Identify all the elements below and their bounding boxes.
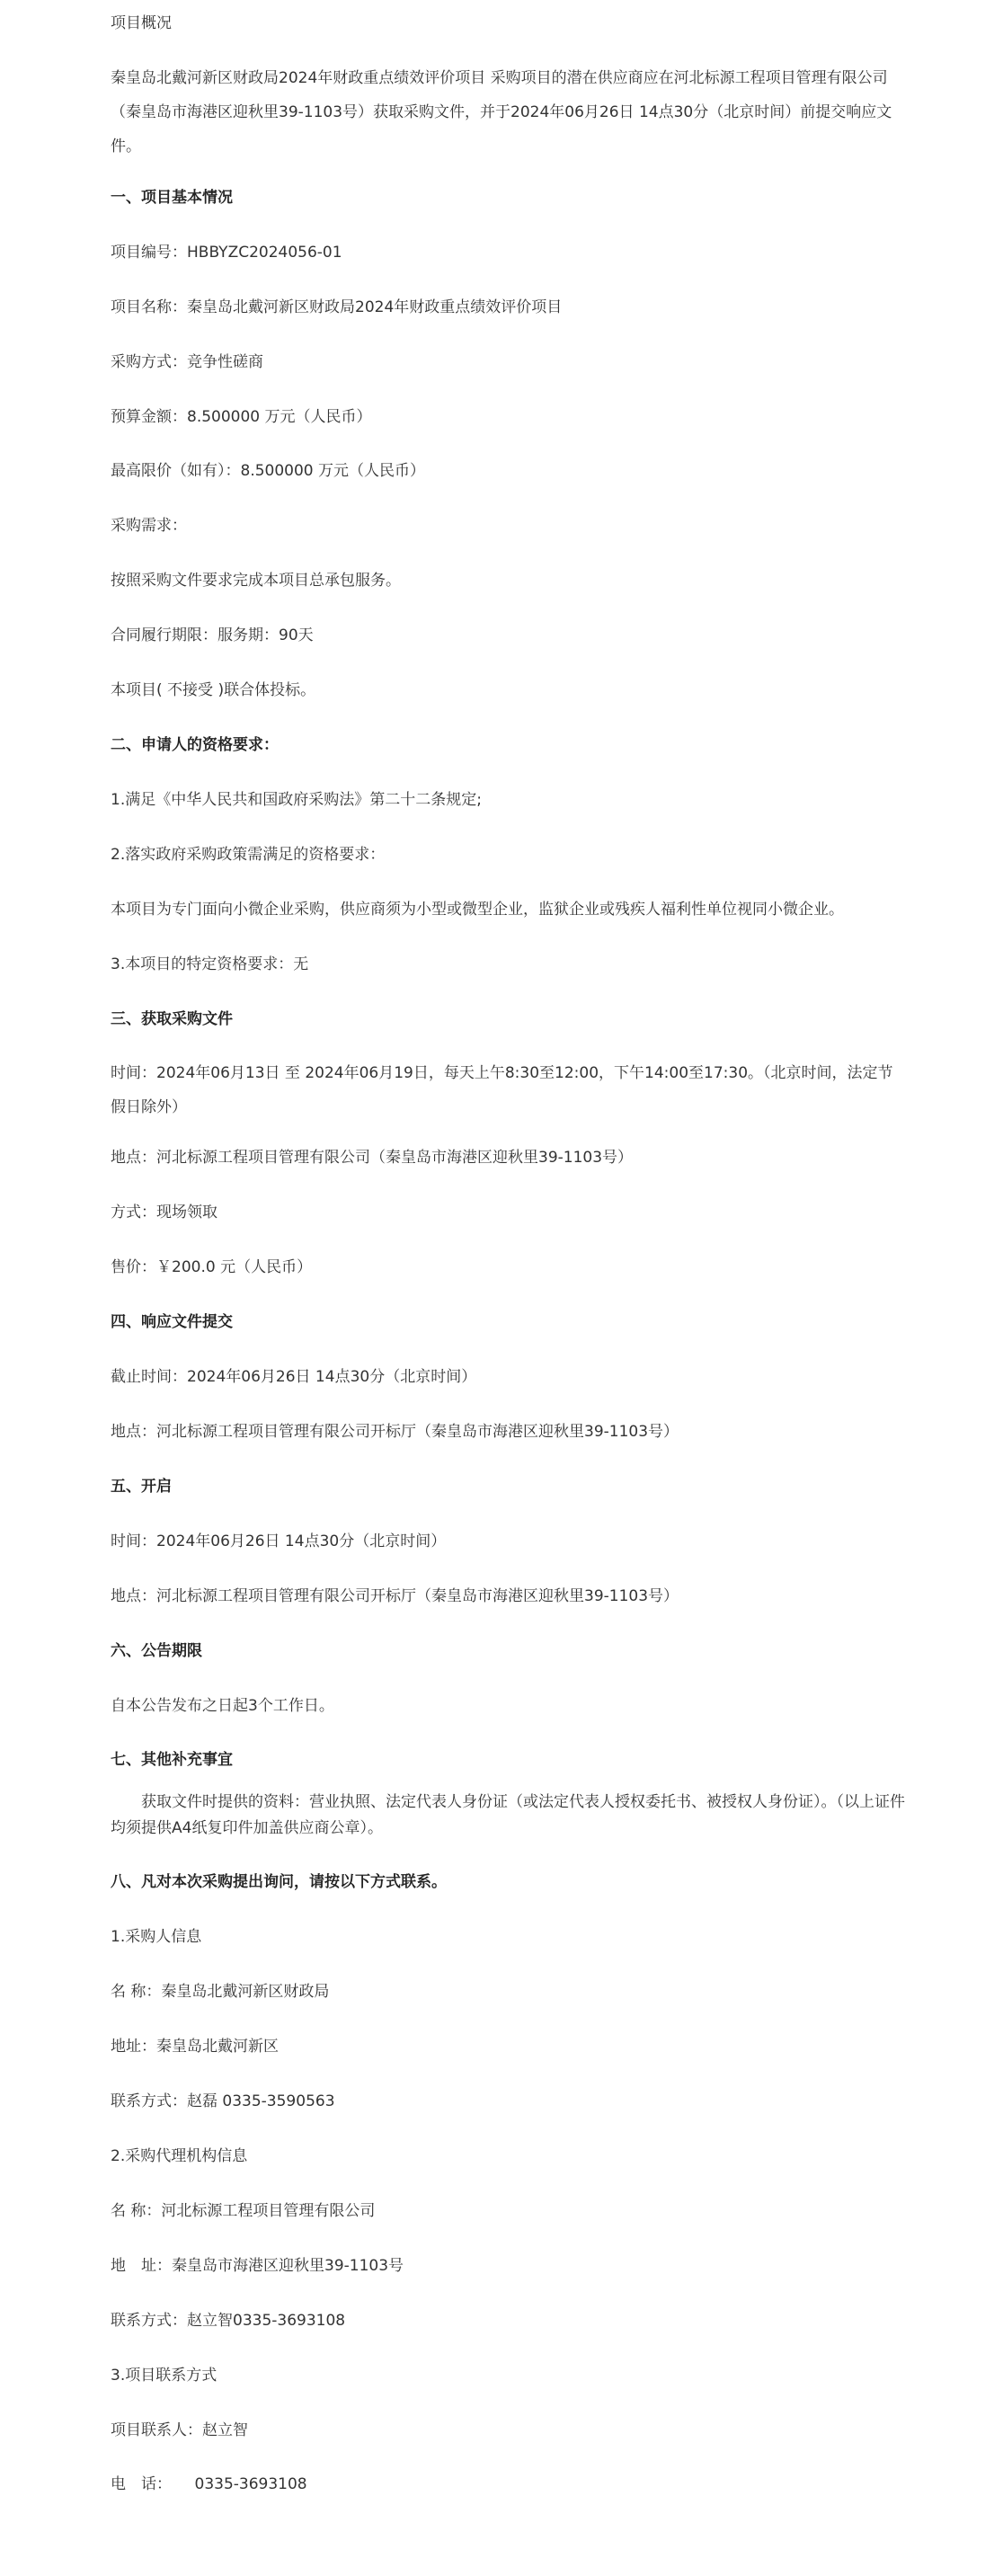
project-contact-person: 项目联系人：赵立智 — [111, 2421, 248, 2439]
section-7-heading: 七、其他补充事宜 — [111, 1751, 233, 1769]
max-price: 最高限价（如有）：8.500000 万元（人民币） — [111, 462, 426, 480]
contract-term: 合同履行期限：服务期：90天 — [111, 626, 314, 644]
notice-period: 自本公告发布之日起3个工作日。 — [111, 1697, 334, 1715]
qualification-item-2: 2.落实政府采购政策需满足的资格要求： — [111, 846, 386, 864]
project-contact-title: 3.项目联系方式 — [111, 2367, 217, 2385]
obtain-method: 方式：现场领取 — [111, 1204, 217, 1221]
project-name: 项目名称：秦皇岛北戴河新区财政局2024年财政重点绩效评价项目 — [111, 298, 563, 316]
agency-name: 名 称：河北标源工程项目管理有限公司 — [111, 2202, 376, 2220]
budget-amount: 预算金额：8.500000 万元（人民币） — [111, 408, 372, 426]
opening-place: 地点：河北标源工程项目管理有限公司开标厅（秦皇岛市海港区迎秋里39-1103号） — [111, 1587, 679, 1605]
qualification-item-2-detail: 本项目为专门面向小微企业采购，供应商须为小型或微型企业，监狱企业或残疾人福利性单位视同小微企业。 — [111, 901, 844, 919]
needs-text: 按照采购文件要求完成本项目总承包服务。 — [111, 572, 401, 590]
qualification-item-3: 3.本项目的特定资格要求：无 — [111, 955, 309, 973]
buyer-contact: 联系方式：赵磊 0335-3590563 — [111, 2092, 335, 2110]
agency-address: 地 址：秦皇岛市海港区迎秋里39-1103号 — [111, 2257, 404, 2275]
submission-deadline: 截止时间：2024年06月26日 14点30分（北京时间） — [111, 1368, 477, 1386]
section-3-heading: 三、获取采购文件 — [111, 1010, 233, 1028]
section-2-heading: 二、申请人的资格要求： — [111, 736, 279, 754]
overview-title: 项目概况 — [111, 14, 172, 32]
section-4-heading: 四、响应文件提交 — [111, 1313, 233, 1331]
overview-intro: 秦皇岛北戴河新区财政局2024年财政重点绩效评价项目 采购项目的潜在供应商应在河北标源工程项目管理有限公司（秦皇岛市海港区迎秋里39-1103号）获取采购文件，并于2024年06月26日 14点30分（北京时间）前提交响应文件。 — [111, 69, 892, 155]
procurement-method: 采购方式：竞争性磋商 — [111, 353, 263, 371]
buyer-address: 地址：秦皇岛北戴河新区 — [111, 2038, 279, 2056]
qualification-item-1: 1.满足《中华人民共和国政府采购法》第二十二条规定; — [111, 791, 482, 809]
section-8-heading: 八、凡对本次采购提出询问，请按以下方式联系。 — [111, 1873, 447, 1891]
obtain-place: 地点：河北标源工程项目管理有限公司（秦皇岛市海港区迎秋里39-1103号） — [111, 1149, 634, 1167]
project-number: 项目编号：HBBYZC2024056-01 — [111, 244, 342, 262]
agency-info-title: 2.采购代理机构信息 — [111, 2147, 248, 2165]
obtain-time: 时间：2024年06月13日 至 2024年06月19日，每天上午8:30至12:00，下午14:00至17:30。（北京时间，法定节假日除外） — [111, 1064, 893, 1116]
project-contact-phone: 电 话： 0335-3693108 — [111, 2475, 307, 2493]
buyer-info-title: 1.采购人信息 — [111, 1928, 202, 1946]
section-1-heading: 一、项目基本情况 — [111, 189, 233, 207]
submission-place: 地点：河北标源工程项目管理有限公司开标厅（秦皇岛市海港区迎秋里39-1103号） — [111, 1423, 679, 1441]
consortium-note: 本项目( 不接受 )联合体投标。 — [111, 681, 316, 699]
buyer-name: 名 称：秦皇岛北戴河新区财政局 — [111, 1983, 330, 2001]
section-5-heading: 五、开启 — [111, 1478, 172, 1496]
opening-time: 时间：2024年06月26日 14点30分（北京时间） — [111, 1532, 447, 1550]
needs-label: 采购需求： — [111, 517, 187, 535]
document-price: 售价：￥200.0 元（人民币） — [111, 1258, 313, 1276]
agency-contact: 联系方式：赵立智0335-3693108 — [111, 2312, 346, 2330]
supplementary-text: 获取文件时提供的资料：营业执照、法定代表人身份证（或法定代表人授权委托书、被授权人身份证）。（以上证件均须提供A4纸复印件加盖供应商公章）。 — [111, 1793, 905, 1837]
section-6-heading: 六、公告期限 — [111, 1642, 202, 1660]
